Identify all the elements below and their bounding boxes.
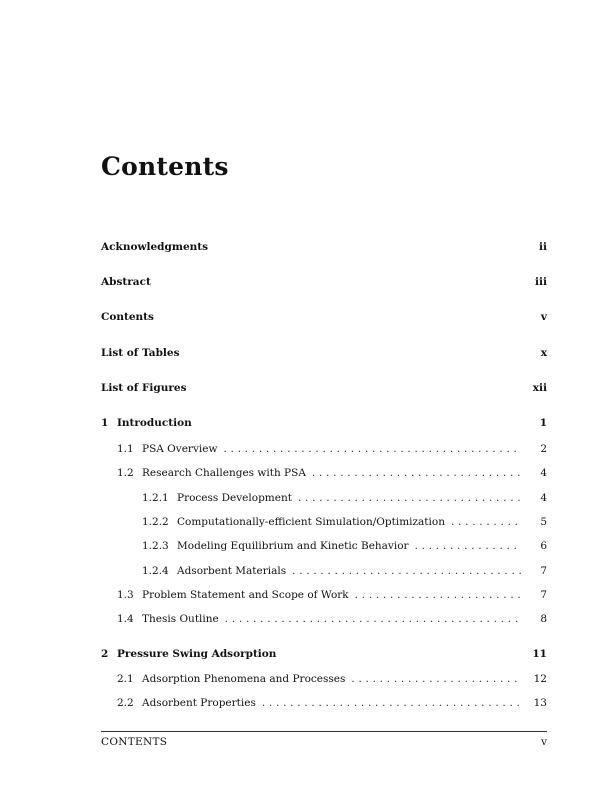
toc-entry-label: Modeling Equilibrium and Kinetic Behavior [177, 540, 409, 552]
toc-entry-label: Research Challenges with PSA [142, 467, 306, 479]
toc-entry-page: x [540, 347, 547, 359]
toc-entry-label: Acknowledgments [101, 241, 209, 253]
toc-entry-page: 8 [540, 613, 547, 625]
toc-entry-page: iii [535, 276, 547, 288]
toc-entry-label: List of Tables [101, 347, 180, 359]
toc-entry-page: ii [539, 241, 547, 253]
toc-section-1-3[interactable] [117, 587, 547, 603]
toc-subsection-1-2-4[interactable] [142, 563, 547, 579]
toc-entry-number: 1 [101, 417, 109, 429]
toc-entry-number: 1.2.2 [142, 516, 169, 528]
toc-entry-label: PSA Overview [142, 443, 218, 455]
toc-chapter-2[interactable] [101, 646, 547, 662]
toc-entry-label: Adsorbent Properties [142, 697, 256, 709]
toc-section-1-2[interactable] [117, 465, 547, 481]
toc-section-1-4[interactable] [117, 611, 547, 627]
toc-subsection-1-2-1[interactable] [142, 490, 547, 506]
dot-leader [225, 611, 521, 627]
dot-leader [312, 465, 521, 481]
toc-entry-number: 2.2 [117, 697, 134, 709]
toc-entry-list-of-figures[interactable] [101, 380, 547, 396]
toc-section-1-1[interactable] [117, 441, 547, 457]
page-number: v [541, 736, 547, 748]
toc-entry-number: 1.2.4 [142, 565, 169, 577]
toc-entry-page: 5 [540, 516, 547, 528]
toc-entry-number: 1.1 [117, 443, 134, 455]
toc-entry-number: 1.2 [117, 467, 134, 479]
toc-entry-number: 2 [101, 648, 109, 660]
toc-entry-label: Abstract [101, 276, 151, 288]
toc-entry-page: xii [532, 382, 547, 394]
toc-entry-label: Thesis Outline [142, 613, 219, 625]
toc-entry-page: 7 [540, 589, 547, 601]
toc-entry-page: 4 [540, 492, 547, 504]
toc-entry-page: 11 [532, 648, 547, 660]
toc-entry-label: List of Figures [101, 382, 187, 394]
toc-entry-page: 4 [540, 467, 547, 479]
toc-entry-page: 7 [540, 565, 547, 577]
toc-entry-list-of-tables[interactable] [101, 345, 547, 361]
toc-entry-page: 13 [533, 697, 547, 709]
toc-entry-number: 1.4 [117, 613, 134, 625]
toc-entry-number: 1.2.1 [142, 492, 169, 504]
toc-entry-number: 1.3 [117, 589, 134, 601]
toc-entry-label: Adsorbent Materials [177, 565, 287, 577]
dot-leader [262, 695, 521, 711]
toc-entry-page: 12 [533, 673, 547, 685]
page-title: Contents [101, 152, 229, 181]
toc-entry-label: Contents [101, 311, 154, 323]
toc-entry-page: 2 [540, 443, 547, 455]
dot-leader [298, 490, 521, 506]
toc-entry-label: Process Development [177, 492, 292, 504]
toc-entry-label: Problem Statement and Scope of Work [142, 589, 349, 601]
toc-entry-acknowledgments[interactable] [101, 239, 547, 255]
dot-leader [223, 441, 521, 457]
toc-entry-abstract[interactable] [101, 274, 547, 290]
toc-subsection-1-2-2[interactable] [142, 514, 547, 530]
dot-leader [351, 671, 521, 687]
footer-divider [101, 731, 547, 732]
running-footer-title: CONTENTS [101, 736, 168, 748]
dot-leader [355, 587, 521, 603]
toc-entry-label: Computationally-efficient Simulation/Optimization [177, 516, 445, 528]
toc-entry-label: Introduction [117, 417, 192, 429]
toc-entry-number: 2.1 [117, 673, 134, 685]
toc-entry-label: Adsorption Phenomena and Processes [142, 673, 346, 685]
toc-section-2-2[interactable] [117, 695, 547, 711]
dot-leader [415, 538, 521, 554]
toc-entry-page: v [540, 311, 547, 323]
dot-leader [451, 514, 521, 530]
dot-leader [292, 563, 521, 579]
toc-subsection-1-2-3[interactable] [142, 538, 547, 554]
toc-entry-page: 6 [540, 540, 547, 552]
toc-entry-contents[interactable] [101, 309, 547, 325]
toc-entry-label: Pressure Swing Adsorption [117, 648, 277, 660]
toc-section-2-1[interactable] [117, 671, 547, 687]
toc-entry-page: 1 [539, 417, 547, 429]
toc-entry-number: 1.2.3 [142, 540, 169, 552]
toc-chapter-1[interactable] [101, 415, 547, 431]
